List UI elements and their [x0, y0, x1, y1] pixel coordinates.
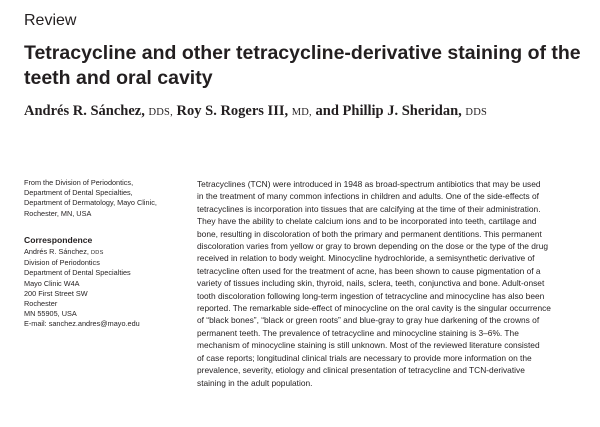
author-name: Andrés R. Sánchez, — [24, 103, 145, 119]
article-title — [24, 41, 589, 91]
correspondence-line: Division of Periodontics — [24, 258, 100, 268]
abstract-line: in the treatment of many common infections in children and adults. One of the side-effects of — [197, 191, 540, 202]
correspondence-email[interactable]: E-mail: sanchez.andres@mayo.edu — [24, 319, 140, 329]
author-name: and Phillip J. Sheridan, — [315, 103, 462, 119]
affiliation-line: From the Division of Periodontics, — [24, 178, 134, 187]
correspondence-name: Andrés R. Sánchez, — [24, 247, 89, 256]
abstract-line: staining in the adult population. — [197, 377, 313, 388]
correspondence-line: 200 First Street SW — [24, 288, 88, 298]
author-degree: DDS — [465, 107, 488, 118]
abstract-line: discoloration varies from yellow or gray to brown depending on the dose or the type of the drug — [197, 241, 549, 252]
correspondence-line: Rochester — [24, 299, 58, 309]
abstract-text — [197, 178, 590, 389]
title-line-2: teeth and oral cavity — [24, 67, 213, 89]
abstract-line: reported. The remarkable side-effect of minocycline on the oral cavity is the singular occurrence — [197, 303, 551, 314]
abstract-line: tooth discoloration following long-term ingestion of tetracycline and minocycline has also been — [197, 290, 545, 301]
abstract-line: permanent teeth. The prevalence of tetracycline and minocycline staining is 3–6%. The — [197, 327, 519, 338]
affiliation-line: Rochester, MN, USA — [24, 208, 92, 218]
correspondence-block — [24, 247, 194, 330]
section-label: Review — [24, 12, 77, 29]
abstract-line: They have the ability to chelate calcium ions and to be incorporated into teeth, cartilage and — [197, 216, 537, 227]
abstract-line: Tetracyclines (TCN) were introduced in 1948 as broad-spectrum antibiotics that may be used — [197, 179, 541, 189]
author-degree: DDS, — [148, 107, 173, 118]
abstract-line: tetracyclines is incorporation into tissues that are calcifying at the time of their administration. — [197, 203, 541, 214]
author-degree: MD, — [291, 107, 312, 118]
abstract-line: mechanism of minocycline staining is still unknown. Most of the reviewed literature consisted — [197, 340, 540, 351]
abstract-line: of “black bones”, “black or green roots” and blue-gray to gray hue darkening of the crowns of — [197, 315, 540, 326]
correspondence-heading: Correspondence — [24, 235, 93, 245]
abstract-line: prevalence, severity, etiology and clinical presentation of tetracycline and TCN-derivative — [197, 365, 525, 376]
correspondence-line: MN 55905, USA — [24, 309, 77, 319]
affiliation-line: Department of Dermatology, Mayo Clinic, — [24, 198, 157, 208]
correspondence-line: Mayo Clinic W4A — [24, 278, 80, 288]
author-name: Roy S. Rogers III, — [176, 103, 289, 119]
abstract-line: tetracycline often used for the treatment of acne, has been shown to cause pigmentation of a — [197, 265, 541, 276]
abstract-line: received in relation to body weight. Minocycline hydrochloride, a semisynthetic derivative of — [197, 253, 535, 264]
affiliation-line: Department of Dental Specialties, — [24, 188, 133, 198]
affiliation-block — [24, 178, 184, 219]
abstract-line: bone, resulting in discoloration of both the primary and permanent dentitions. This permanent — [197, 228, 542, 239]
author-list — [24, 103, 594, 120]
correspondence-degree: DDS — [90, 250, 104, 256]
correspondence-name-line — [24, 247, 194, 258]
title-line-1: Tetracycline and other tetracycline-derivative staining of the — [24, 42, 581, 64]
abstract-line: of case reports; longitudinal clinical trials are necessary to provide more information on the — [197, 352, 532, 363]
correspondence-line: Department of Dental Specialties — [24, 268, 131, 278]
abstract-line: variety of tissues including skin, thyroid, nails, sclera, teeth, conjunctiva and bone. Adult-onset — [197, 278, 545, 289]
